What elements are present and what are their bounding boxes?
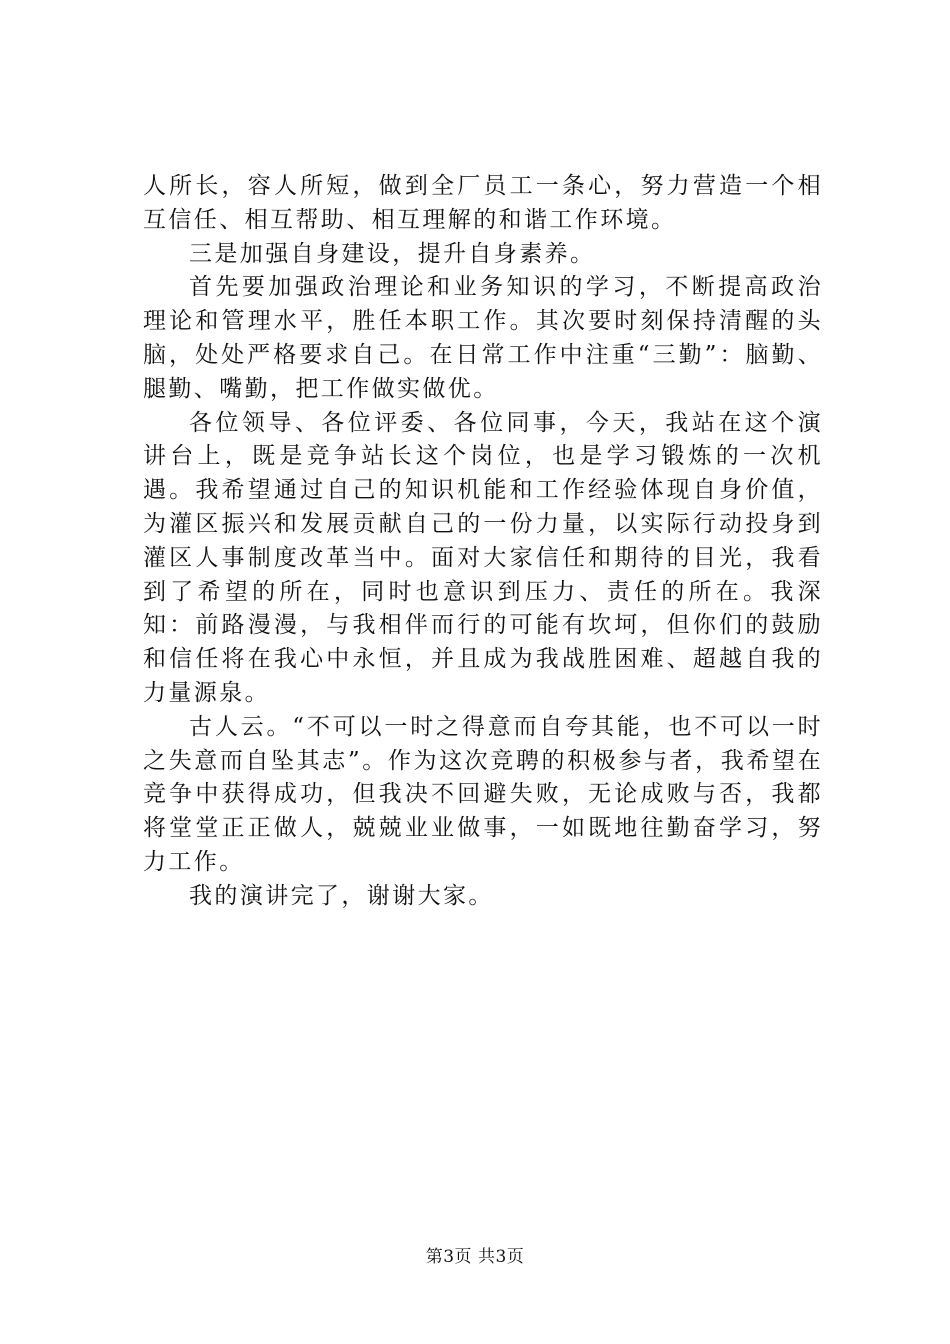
paragraph-closing: 我的演讲完了，谢谢大家。: [189, 882, 494, 909]
paragraph-study: 首先要加强政治理论和业务知识的学习，不断提高政治理论和管理水平，胜任本职工作。其次要时刻保持清醒的头脑，处处严格要求自己。在日常工作中注重“三勤”：脑勤、腿勤、嘴勤，把工作做实做优。: [143, 274, 823, 402]
paragraph-address: 各位领导、各位评委、各位同事，今天，我站在这个演讲台上，既是竞争站长这个岗位，也是学习锻炼的一次机遇。我希望通过自己的知识机能和工作经验体现自身价值，为灌区振兴和发展贡献自己的一份力量，以实际行动投身到灌区人事制度改革当中。面对大家信任和期待的目光，我看到了希望的所在，同时也意识到压力、责任的所在。我深知：前路漫漫，与我相伴而行的可能有坎坷，但你们的鼓励和信任将在我心中永恒，并且成为我战胜困难、超越自我的力量源泉。: [143, 409, 823, 706]
paragraph-continuation: 人所长，容人所短，做到全厂员工一条心，努力营造一个相互信任、相互帮助、相互理解的和谐工作环境。: [143, 173, 823, 233]
page-footer: 第3页 共3页: [425, 1247, 525, 1267]
paragraph-quote: 古人云。“不可以一时之得意而自夸其能，也不可以一时之失意而自坠其志”。作为这次竞聘的积极参与者，我希望在竞争中获得成功，但我决不回避失败，无论成败与否，我都将堂堂正正做人，兢兢业业做事，一如既地往勤奋学习，努力工作。: [143, 713, 823, 875]
paragraph-self-improvement-heading: 三是加强自身建设，提升自身素养。: [189, 240, 596, 267]
document-body: [143, 170, 823, 914]
